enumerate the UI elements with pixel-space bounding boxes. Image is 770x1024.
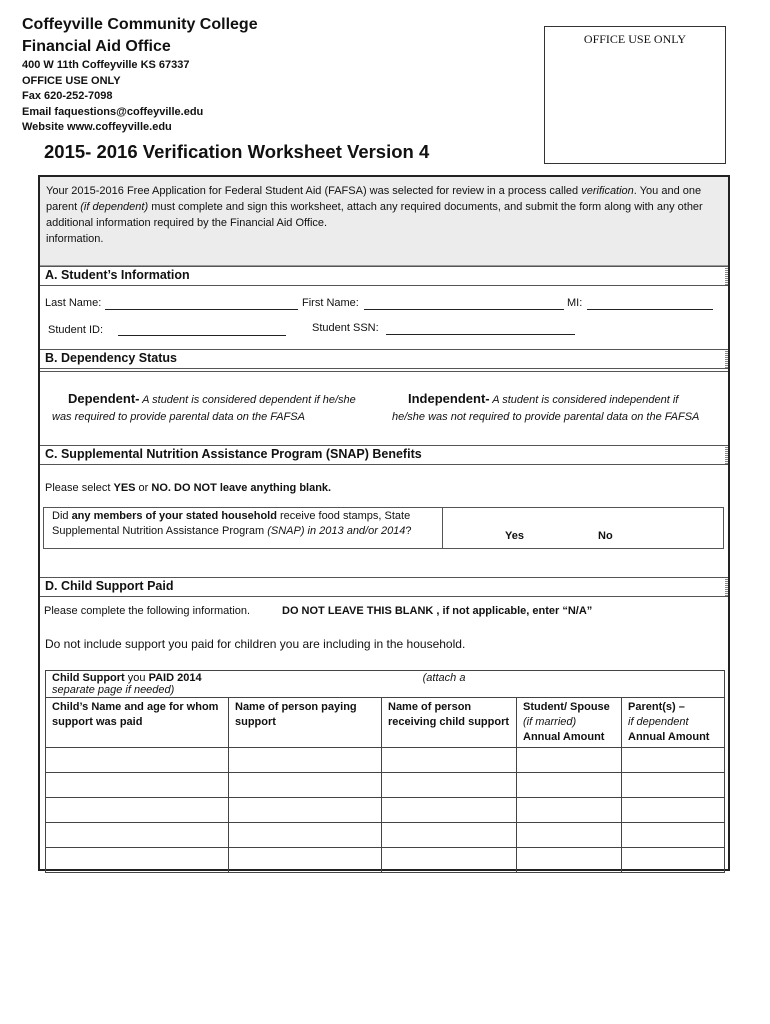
dependent-desc-1: A student is considered dependent if he/she	[139, 394, 356, 406]
intro-box	[40, 177, 728, 266]
snap-question-box	[43, 507, 724, 549]
table-title-rest: you	[124, 672, 149, 684]
student-ssn-field[interactable]	[386, 322, 575, 335]
snap-q-d: ?	[405, 525, 412, 537]
table-row[interactable]	[46, 823, 725, 848]
table-row[interactable]	[46, 773, 725, 798]
child-support-table	[45, 670, 725, 873]
table-row[interactable]	[46, 848, 725, 873]
section-b-divider	[40, 371, 728, 372]
intro-part2: . You and one parent	[46, 185, 702, 213]
student-id-label: Student ID:	[48, 324, 104, 336]
section-a-header	[40, 266, 728, 286]
col-receiver-name: Name of person receiving child support	[382, 698, 517, 748]
section-b-title: B. Dependency Status	[45, 351, 177, 365]
section-a-title: A. Student’s Information	[45, 268, 190, 282]
table-row[interactable]	[46, 748, 725, 773]
col5-title: Parent(s) –	[628, 701, 685, 713]
intro-verification: verification	[581, 185, 634, 197]
last-name-label: Last Name:	[45, 297, 102, 309]
col5-amount: Annual Amount	[628, 731, 710, 743]
college-header	[22, 14, 258, 58]
student-id-field[interactable]	[118, 323, 286, 336]
student-ssn-label: Student SSN:	[312, 322, 379, 334]
table-title-row	[46, 671, 725, 698]
dependent-option[interactable]	[68, 391, 356, 406]
independent-title: Independent-	[408, 391, 490, 406]
intro-if-dependent: (if dependent)	[80, 201, 149, 213]
table-header-row	[46, 698, 725, 748]
col4-title: Student/ Spouse	[523, 701, 610, 713]
col-child-name: Child’s Name and age for whom support was paid	[46, 698, 229, 748]
fax: Fax 620-252-7098	[22, 90, 113, 102]
snap-instr-or: or	[135, 482, 152, 494]
table-row[interactable]	[46, 798, 725, 823]
col4-amount: Annual Amount	[523, 731, 605, 743]
section-c-title: C. Supplemental Nutrition Assistance Program (SNAP) Benefits	[45, 447, 422, 461]
snap-question	[52, 509, 437, 539]
col5-subtitle: if dependent	[628, 716, 689, 728]
intro-part4: information.	[46, 233, 104, 245]
snap-q-a: Did	[52, 510, 72, 522]
last-name-field[interactable]	[105, 297, 298, 310]
snap-instr-yes: YES	[113, 482, 136, 494]
college-name: Coffeyville Community College	[22, 16, 258, 33]
section-c-header	[40, 445, 728, 465]
snap-instructions	[45, 482, 331, 494]
snap-divider	[442, 508, 443, 548]
intro-part3: must complete and sign this worksheet, attach any required documents, and submit the form along with any other additional information required by the Financial Aid Office.	[46, 201, 703, 229]
child-support-note: Do not include support you paid for children you are including in the household.	[45, 637, 466, 651]
child-support-warning: DO NOT LEAVE THIS BLANK , if not applicable, enter “N/A”	[282, 605, 593, 617]
child-support-instructions: Please complete the following information.	[44, 605, 251, 617]
col-payer-name: Name of person paying support	[229, 698, 382, 748]
snap-q-c: Supplemental Nutrition Assistance Program	[52, 525, 268, 537]
snap-instr-no: NO. DO NOT leave anything blank.	[151, 482, 332, 494]
section-d-header	[40, 577, 728, 597]
independent-desc-1: A student is considered independent if	[489, 394, 679, 406]
office-use-box	[544, 26, 726, 164]
snap-q-italic: (SNAP) in 2013 and/or 2014	[267, 525, 406, 537]
section-d-title: D. Child Support Paid	[45, 579, 174, 593]
first-name-label: First Name:	[302, 297, 359, 309]
mi-label: MI:	[567, 297, 583, 309]
address: 400 W 11th Coffeyville KS 67337	[22, 59, 190, 71]
independent-option[interactable]	[408, 391, 678, 406]
table-title-cell	[46, 671, 517, 698]
snap-no-option[interactable]: No	[598, 530, 613, 542]
intro-part1: Your 2015-2016 Free Application for Federal Student Aid (FAFSA) was selected for review in a process called	[46, 185, 582, 197]
website: Website www.coffeyville.edu	[22, 121, 172, 133]
section-b-header	[40, 349, 728, 369]
dependent-desc-2: was required to provide parental data on the FAFSA	[52, 411, 305, 423]
snap-q-b: receive food stamps, State	[276, 510, 411, 522]
first-name-field[interactable]	[364, 297, 564, 310]
col-parents	[622, 698, 725, 748]
table-title-cell-right	[517, 671, 725, 698]
email: Email faquestions@coffeyville.edu	[22, 105, 204, 118]
attach-note: (attach a separate page if needed)	[52, 672, 466, 696]
independent-desc-2: he/she was not required to provide parental data on the FAFSA	[392, 411, 700, 423]
office-use-only-text: OFFICE USE ONLY	[22, 74, 121, 87]
table-title-bold: Child Support	[52, 672, 125, 684]
snap-yes-option[interactable]: Yes	[505, 530, 524, 542]
snap-q-bold: any members of your stated household	[71, 510, 277, 522]
col-student-spouse	[517, 698, 622, 748]
table-title-paid: PAID 2014	[148, 672, 202, 684]
office-use-label: OFFICE USE ONLY	[583, 32, 687, 46]
office-name: Financial Aid Office	[22, 38, 171, 55]
snap-instr-a: Please select	[45, 482, 114, 494]
intro-text	[46, 183, 722, 247]
page-title: 2015- 2016 Verification Worksheet Version 4	[44, 141, 430, 162]
mi-field[interactable]	[587, 297, 713, 310]
col4-subtitle: (if married)	[523, 716, 577, 728]
dependent-title: Dependent-	[68, 391, 140, 406]
contact-block	[22, 58, 203, 136]
